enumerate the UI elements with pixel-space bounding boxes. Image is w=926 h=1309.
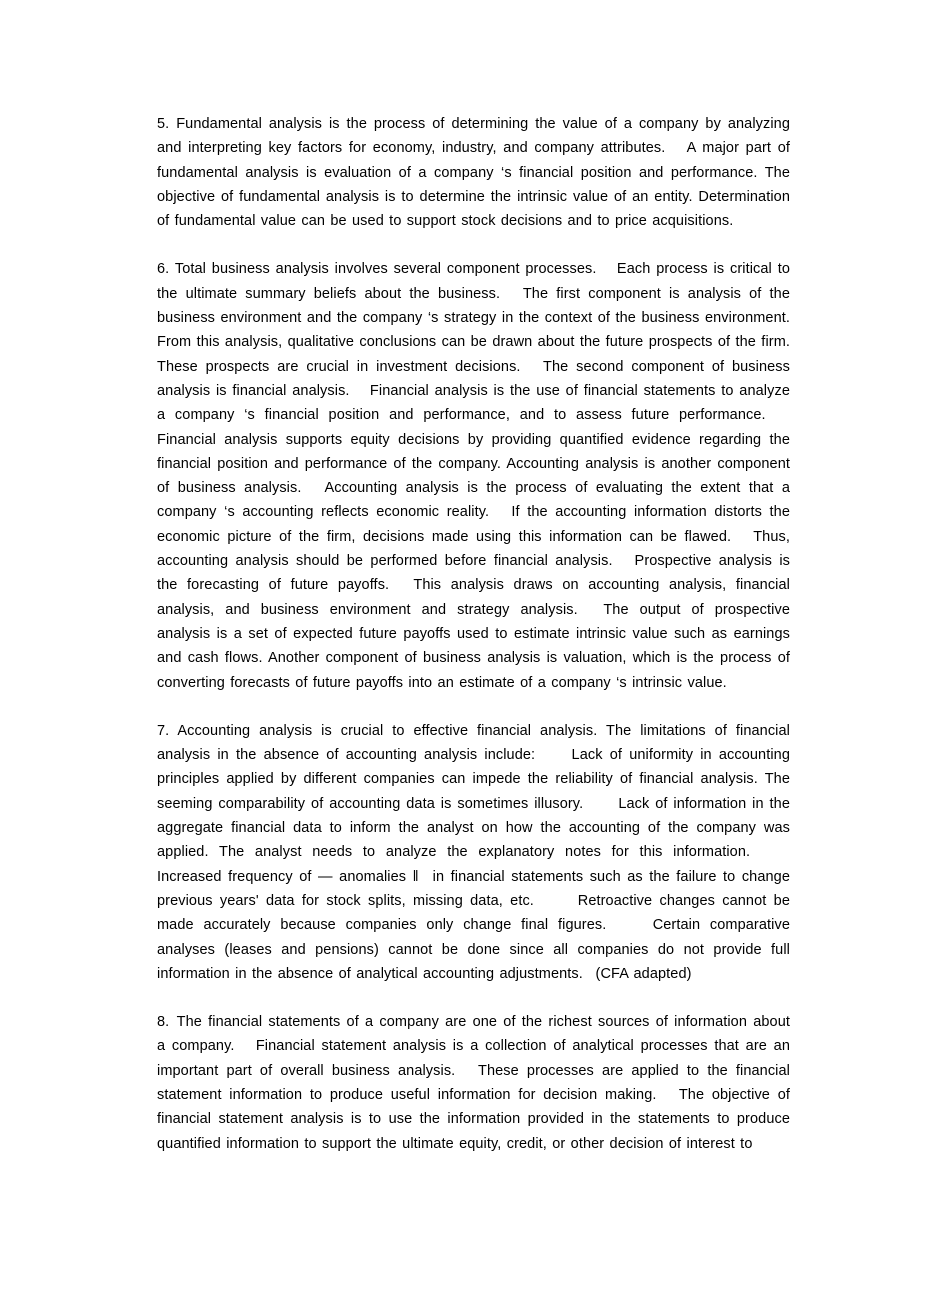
paragraph-5-fundamental-analysis: 5. Fundamental analysis is the process of determining the value of a company by analyzing and interpreting key factors for economy, industry, and company attributes. A major part of fundamental analysis is evaluation of a company ‘s financial position and performance. The objective of fundamental analysis is to determine the intrinsic value of an entity. Determination of fundamental value can be used to support stock decisions and to price acquisitions. [157,116,790,230]
paragraph-6-total-business-analysis: 6. Total business analysis involves several component processes. Each process is critical to the ultimate summary beliefs about the business. The first component is analysis of the business environment and the company ‘s strategy in the context of the business environment. From this analysis, qualitative conclusions can be drawn about the future prospects of the firm. These prospects are crucial in investment decisions. The second component of business analysis is financial analysis. Financial analysis is the use of financial statements to analyze a company ‘s financial position and performance, and to assess future performance. Financial analysis supports equity decisions by providing quantified evidence regarding the financial position and performance of the company. Accounting analysis is another component of business analysis. Accounting analysis is the process of evaluating the extent that a company ‘s accounting reflects economic reality. If the accounting information distorts the economic picture of the firm, decisions made using this information can be flawed. Thus, accounting analysis should be performed before financial analysis. Prospective analysis is the forecasting of future payoffs. This analysis draws on accounting analysis, financial analysis, and business environment and strategy analysis. The output of prospective analysis is a set of expected future payoffs used to estimate intrinsic value such as earnings and cash flows. Another component of business analysis is valuation, which is the process of converting forecasts of future payoffs into an estimate of a company ‘s intrinsic value. [157,261,790,691]
paragraph-8-financial-statements: 8. The financial statements of a company are one of the richest sources of information about a company. Financial statement analysis is a collection of analytical processes that are an important part of overall business analysis. These processes are applied to the financial statement information to produce useful information for decision making. The objective of financial statement analysis is to use the information provided in the statements to produce quantified information to support the ultimate equity, credit, or other decision of interest to [157,1014,790,1152]
paragraph-7-accounting-analysis-limitations: 7. Accounting analysis is crucial to effective financial analysis. The limitations of financial analysis in the absence of accounting analysis include: Lack of uniformity in accounting principles applied by different companies can impede the reliability of financial analysis. The seeming comparability of accounting data is sometimes illusory. Lack of information in the aggregate financial data to inform the analyst on how the accounting of the company was applied. The analyst needs to analyze the explanatory notes for this information. Increased frequency of ― anomalies ‖ in financial statements such as the failure to change previous years' data for stock splits, missing data, etc. Retroactive changes cannot be made accurately because companies only change final figures. Certain comparative analyses (leases and pensions) cannot be done since all companies do not provide full information in the absence of analytical accounting adjustments. (CFA adapted) [157,722,790,982]
